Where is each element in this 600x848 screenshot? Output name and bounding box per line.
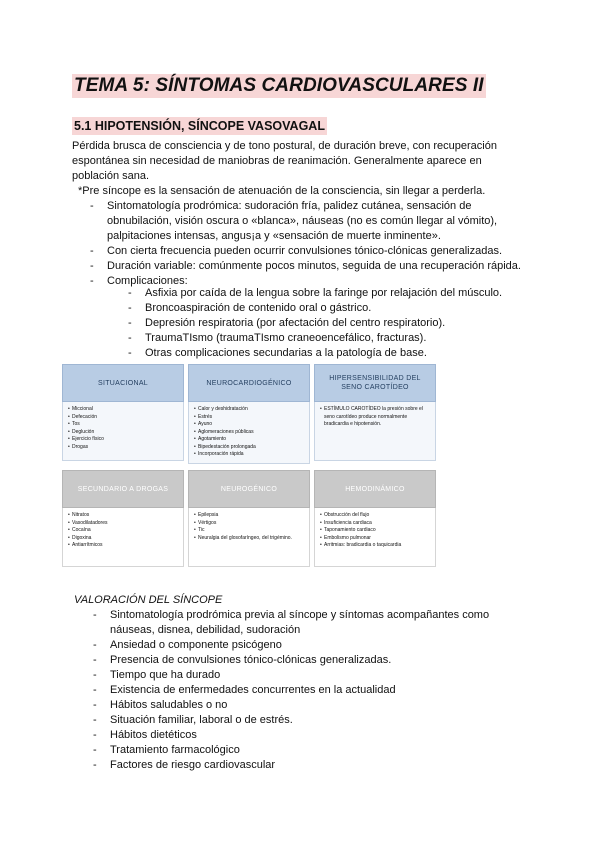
- complications-list: [145, 286, 502, 361]
- section-heading: 5.1 HIPOTENSIÓN, SÍNCOPE VASOVAGAL: [74, 119, 325, 133]
- diagram-item: • Cocaína: [68, 527, 178, 535]
- diagram-box-title: HEMODINÁMICO: [314, 470, 436, 508]
- diagram-box-situacional: [62, 364, 184, 461]
- symptom-list: [107, 199, 521, 289]
- diagram-item: • Arritmias: bradicardia o taquicardia: [320, 542, 430, 550]
- diagram-item: • Vértigos: [194, 520, 304, 528]
- diagram-item: • Ayuno: [194, 421, 304, 429]
- diagram-item: • Agotamiento: [194, 436, 304, 444]
- intro-line: Pérdida brusca de consciencia y de tono postural, de duración breve, con recuperación: [72, 140, 497, 152]
- diagram-item: • Deglución: [68, 429, 178, 437]
- list-item: [107, 244, 521, 259]
- diagram-item: • Insuficiencia cardiaca: [320, 520, 430, 528]
- intro-paragraph: [72, 139, 497, 184]
- complication-item: - TraumaTIsmo (traumaTIsmo craneoencefálico, fracturas).: [145, 331, 502, 346]
- diagram-item: • Estrés: [194, 414, 304, 422]
- valoracion-list: [110, 608, 489, 773]
- diagram-item: • Nitratos: [68, 512, 178, 520]
- diagram-item: • Taponamiento cardiaco: [320, 527, 430, 535]
- list-item: [107, 259, 521, 274]
- diagram-item: • Antiarrítmicos: [68, 542, 178, 550]
- list-item: [110, 713, 489, 728]
- diagram-box-title: NEUROCARDIOGÉNICO: [188, 364, 310, 402]
- diagram-item: • Defecación: [68, 414, 178, 422]
- diagram-box-body: [188, 508, 310, 567]
- diagram-box-drogas: [62, 470, 184, 567]
- diagram-item: • Vasodilatadores: [68, 520, 178, 528]
- list-item-line: - Hábitos saludables o no: [110, 699, 228, 711]
- list-item-line: - Con cierta frecuencia pueden ocurrir convulsiones tónico-clónicas generalizadas.: [107, 245, 502, 257]
- syncope-types-diagram: [62, 358, 442, 570]
- list-item: [110, 638, 489, 653]
- list-item: [110, 743, 489, 758]
- list-item-line: - Sintomatología prodrómica previa al síncope y síntomas acompañantes como: [110, 609, 490, 621]
- complication-item: - Otras complicaciones secundarias a la patología de base.: [145, 346, 502, 361]
- diagram-item: • Embolismo pulmonar: [320, 535, 430, 543]
- document-title: TEMA 5: SÍNTOMAS CARDIOVASCULARES II: [74, 75, 484, 96]
- list-item-line: - Factores de riesgo cardiovascular: [110, 759, 276, 771]
- diagram-box-title: HIPERSENSIBILIDAD DEL SENO CAROTÍDEO: [314, 364, 436, 402]
- diagram-box-hemodinamico: [314, 470, 436, 567]
- diagram-item: • Tic: [194, 527, 304, 535]
- list-item-line: - Tiempo que ha durado: [110, 669, 221, 681]
- list-item-line: obnubilación, visión oscura o «blanca», náuseas (no es común llegar al vómito),: [107, 215, 498, 227]
- diagram-item: • Tos: [68, 421, 178, 429]
- list-item-line: - Duración variable: comúnmente pocos minutos, seguida de una recuperación rápida.: [107, 260, 521, 272]
- intro-line: población sana.: [72, 170, 150, 182]
- list-item: [110, 758, 489, 773]
- list-item-line: palpitaciones intensas, angus¡a y «sensación de muerte inminente».: [107, 230, 441, 242]
- diagram-item: • Calor y deshidratación: [194, 406, 304, 414]
- diagram-item: • Ejercicio físico: [68, 436, 178, 444]
- list-item-line: - Sintomatología prodrómica: sudoración fría, palidez cutánea, sensación de: [107, 200, 472, 212]
- list-item-line: - Hábitos dietéticos: [110, 729, 197, 741]
- list-item: [110, 698, 489, 713]
- diagram-item: • Incorporación rápida: [194, 451, 304, 459]
- diagram-box-body: [188, 402, 310, 464]
- list-item: [110, 668, 489, 683]
- list-item: [110, 728, 489, 743]
- diagram-item: • Epilepsia: [194, 512, 304, 520]
- diagram-box-body: [314, 508, 436, 567]
- complication-item: - Asfixia por caída de la lengua sobre la faringe por relajación del músculo.: [145, 286, 502, 301]
- diagram-box-seno-carotideo: [314, 364, 436, 461]
- diagram-box-body: [62, 508, 184, 567]
- diagram-box-body: [314, 402, 436, 461]
- list-item: [110, 683, 489, 698]
- intro-line: espontánea sin necesidad de maniobras de reanimación. Generalmente aparece en: [72, 155, 482, 167]
- diagram-box-title: SECUNDARIO A DROGAS: [62, 470, 184, 508]
- presincope-note: *Pre síncope es la sensación de atenuación de la consciencia, sin llegar a perderla.: [78, 185, 486, 197]
- diagram-item: • ESTÍMULO CAROTÍDEO la presión sobre el seno carotídeo produce normalmente bradicardia e hipotensión.: [320, 406, 430, 429]
- list-item-line: - Situación familiar, laboral o de estrés.: [110, 714, 293, 726]
- diagram-item: • Neuralgia del glosofaríngeo, del trigémino.: [194, 535, 304, 543]
- list-item-line: - Presencia de convulsiones tónico-clónicas generalizadas.: [110, 654, 392, 666]
- diagram-item: • Obstrucción del flujo: [320, 512, 430, 520]
- complication-item: - Depresión respiratoria (por afectación del centro respiratorio).: [145, 316, 502, 331]
- diagram-item: • Aglomeraciones públicas: [194, 429, 304, 437]
- valoracion-heading: VALORACIÓN DEL SÍNCOPE: [74, 594, 223, 606]
- diagram-box-title: SITUACIONAL: [62, 364, 184, 402]
- diagram-item: • Bipedestación prolongada: [194, 444, 304, 452]
- diagram-box-title: NEUROGÉNICO: [188, 470, 310, 508]
- complication-item: - Broncoaspiración de contenido oral o gástrico.: [145, 301, 502, 316]
- list-item: [110, 653, 489, 668]
- diagram-item: • Digoxina: [68, 535, 178, 543]
- diagram-box-neurocardiogenico: [188, 364, 310, 464]
- list-item-line: náuseas, disnea, debilidad, sudoración: [110, 624, 301, 636]
- diagram-item: • Drogas: [68, 444, 178, 452]
- list-item-line: - Tratamiento farmacológico: [110, 744, 240, 756]
- list-item: [110, 608, 489, 638]
- diagram-box-neurogenico: [188, 470, 310, 567]
- list-item: [107, 199, 521, 244]
- list-item-line: - Ansiedad o componente psicógeno: [110, 639, 282, 651]
- diagram-box-body: [62, 402, 184, 461]
- list-item-line: - Existencia de enfermedades concurrentes en la actualidad: [110, 684, 396, 696]
- list-item-line: - Complicaciones:: [107, 275, 188, 287]
- diagram-item: • Miccional: [68, 406, 178, 414]
